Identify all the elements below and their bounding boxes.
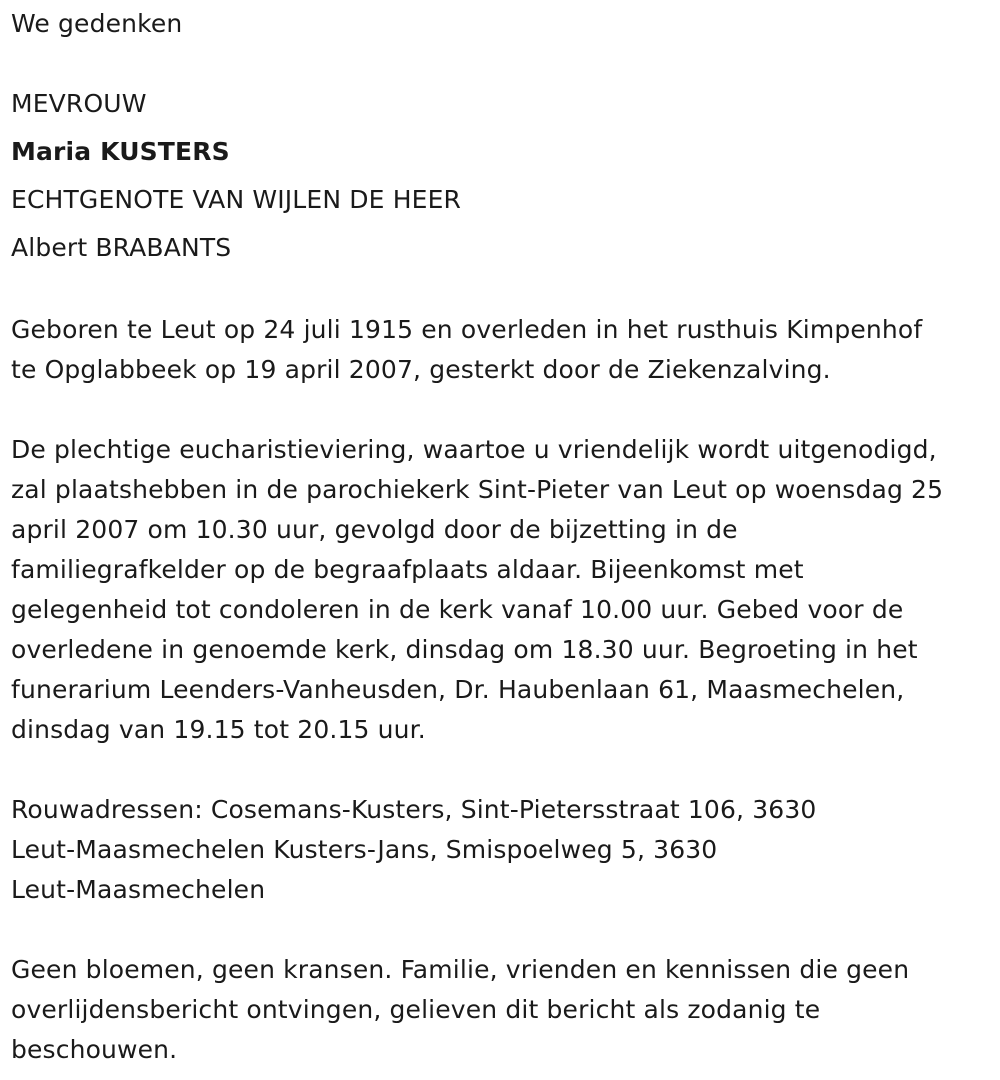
paragraph-line: overlijdensbericht ontvingen, gelieven dit bericht als zodanig te	[11, 995, 821, 1024]
deceased-name: Maria KUSTERS	[11, 137, 230, 166]
paragraph-line: overledene in genoemde kerk, dinsdag om 18.30 uur. Begroeting in het	[11, 635, 918, 664]
salutation: MEVROUW	[11, 89, 147, 118]
paragraph-line: De plechtige eucharistieviering, waartoe u vriendelijk wordt uitgenodigd,	[11, 435, 937, 464]
paragraph-line: gelegenheid tot condoleren in de kerk vanaf 10.00 uur. Gebed voor de	[11, 595, 904, 624]
paragraph-line: zal plaatshebben in de parochiekerk Sint-Pieter van Leut op woensdag 25	[11, 475, 944, 504]
paragraph-line: beschouwen.	[11, 1035, 178, 1064]
obituary-notice	[11, 0, 996, 1070]
spacer	[11, 272, 996, 304]
spouse-name: Albert BRABANTS	[11, 233, 232, 262]
paragraph-line: Leut-Maasmechelen Kusters-Jans, Smispoelweg 5, 3630	[11, 835, 718, 864]
relation-text: ECHTGENOTE VAN WIJLEN DE HEER	[11, 185, 462, 214]
paragraph-line: familiegrafkelder op de begraafplaats aldaar. Bijeenkomst met	[11, 555, 804, 584]
spacer	[11, 750, 996, 790]
paragraph-line: dinsdag van 19.15 tot 20.15 uur.	[11, 715, 426, 744]
paragraph-line: Geboren te Leut op 24 juli 1915 en overleden in het rusthuis Kimpenhof	[11, 315, 923, 344]
paragraph-line: april 2007 om 10.30 uur, gevolgd door de bijzetting in de	[11, 515, 738, 544]
paragraph-line: te Opglabbeek op 19 april 2007, gesterkt door de Ziekenzalving.	[11, 355, 831, 384]
ceremony-paragraph	[11, 430, 996, 750]
closing-paragraph	[11, 950, 996, 1070]
spacer	[11, 390, 996, 430]
paragraph-line: funerarium Leenders-Vanheusden, Dr. Haubenlaan 61, Maasmechelen,	[11, 675, 905, 704]
spacer	[11, 910, 996, 950]
birth-death-paragraph	[11, 310, 996, 390]
intro-text: We gedenken	[11, 9, 183, 38]
spacer	[11, 48, 996, 80]
paragraph-line: Leut-Maasmechelen	[11, 875, 266, 904]
addresses-paragraph	[11, 790, 996, 910]
paragraph-line: Rouwadressen: Cosemans-Kusters, Sint-Pietersstraat 106, 3630	[11, 795, 817, 824]
paragraph-line: Geen bloemen, geen kransen. Familie, vrienden en kennissen die geen	[11, 955, 910, 984]
